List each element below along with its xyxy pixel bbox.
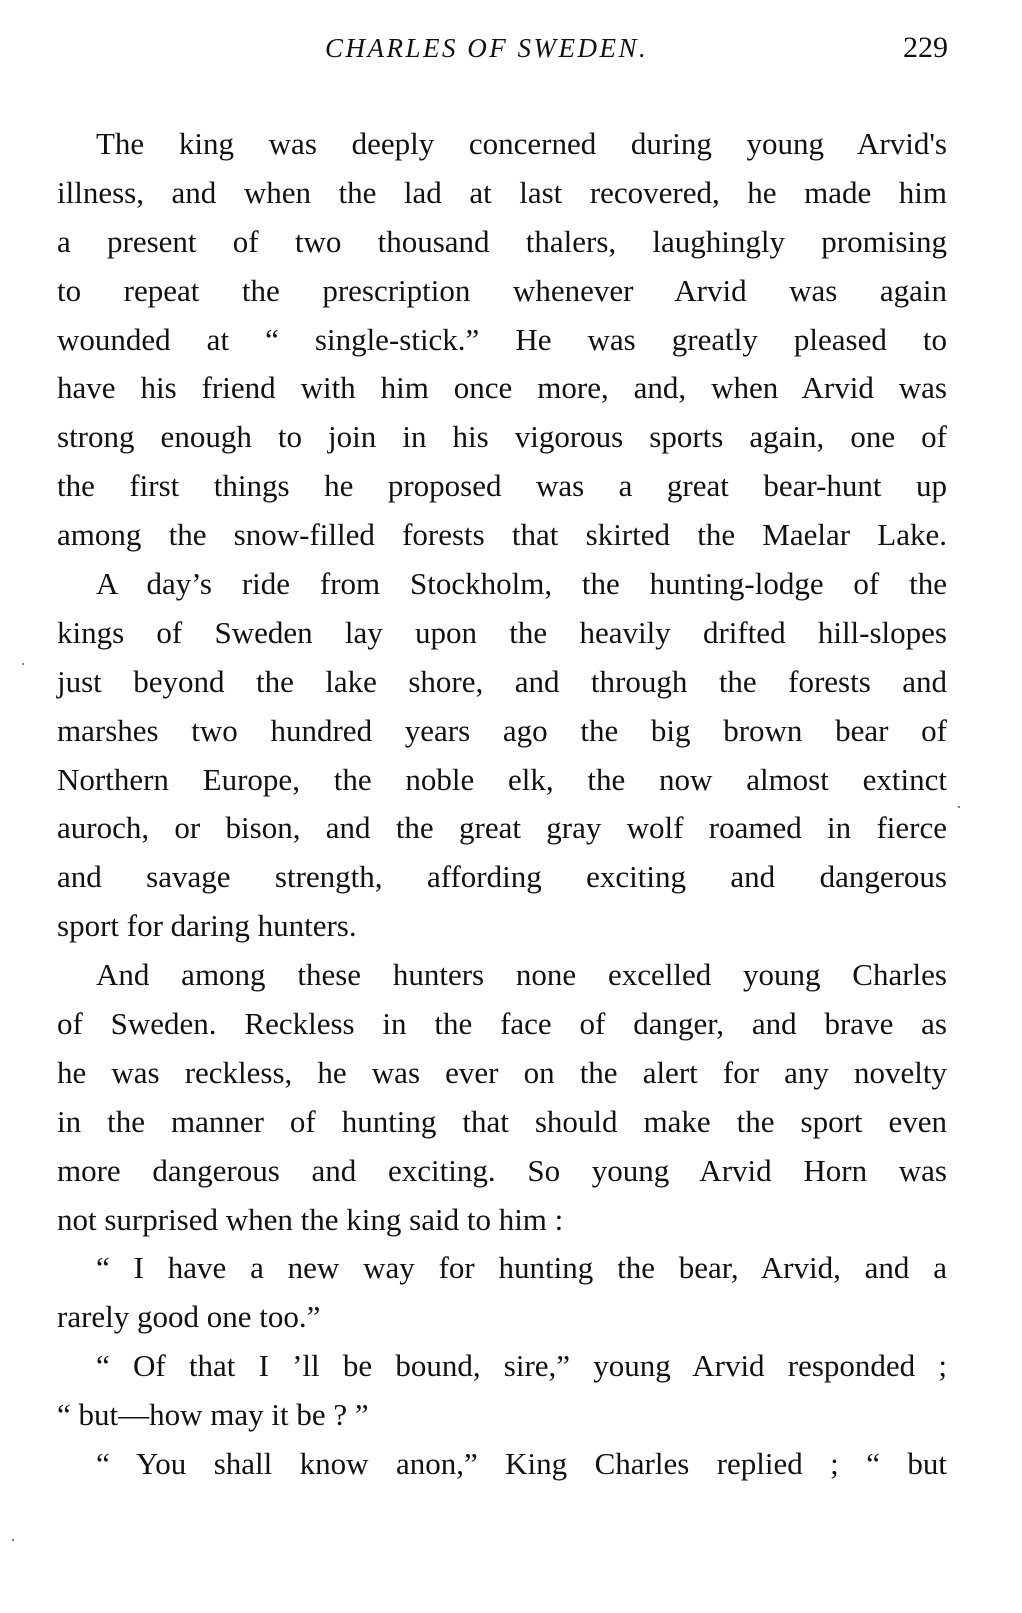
text-line: “ Of that I ’ll be bound, sire,” young Arvid responded ; [96,1348,947,1384]
text-line: of Sweden. Reckless in the face of danger, and brave as [57,1006,947,1042]
text-line: “ You shall know anon,” King Charles replied ; “ but [96,1446,947,1482]
text-line: not surprised when the king said to him : [57,1201,564,1237]
scan-speck [958,806,960,808]
text-line: and savage strength, affording exciting and dangerous [57,859,947,895]
text-line: more dangerous and exciting. So young Arvid Horn was [57,1152,947,1188]
paragraph [57,1244,947,1342]
text-line: The king was deeply concerned during young Arvid's [96,126,947,161]
text-line: auroch, or bison, and the great gray wolf roamed in fierce [57,810,947,846]
paragraph [57,951,947,1244]
text-line: in the manner of hunting that should make the sport even [57,1103,947,1139]
text-line: among the snow-filled forests that skirted the Maelar Lake. [57,517,947,553]
text-line: A day’s ride from Stockholm, the hunting-lodge of the [96,566,947,602]
text-line: “ I have a new way for hunting the bear, Arvid, and a [96,1250,947,1286]
text-line: sport for daring hunters. [57,908,357,944]
text-line: Northern Europe, the noble elk, the now almost extinct [57,761,947,797]
scan-speck [12,1539,14,1541]
text-line: a present of two thousand thalers, laughingly promising [57,223,947,259]
body-text [57,120,947,1489]
text-line: kings of Sweden lay upon the heavily drifted hill-slopes [57,614,947,650]
text-line: marshes two hundred years ago the big brown bear of [57,712,947,748]
page-number: 229 [903,31,948,64]
text-line: illness, and when the lad at last recovered, he made him [57,174,947,210]
running-head [60,28,948,68]
paragraph [57,1440,947,1489]
text-line: “ but—how may it be ? ” [57,1397,369,1433]
text-line: strong enough to join in his vigorous sports again, one of [57,419,947,455]
text-line: the first things he proposed was a great bear-hunt up [57,468,947,504]
text-line: And among these hunters none excelled young Charles [96,957,947,993]
scan-speck [22,663,24,665]
paragraph [57,1342,947,1440]
text-line: to repeat the prescription whenever Arvid was again [57,272,947,308]
text-line: he was reckless, he was ever on the alert for any novelty [57,1054,947,1090]
text-line: just beyond the lake shore, and through the forests and [57,663,947,699]
paragraph [57,560,947,951]
text-line: rarely good one too.” [57,1299,321,1335]
paragraph [57,120,947,560]
running-title: CHARLES OF SWEDEN. [325,33,649,63]
text-line: have his friend with him once more, and, when Arvid was [57,370,947,406]
text-line: wounded at “ single-stick.” He was greatly pleased to [57,321,947,357]
